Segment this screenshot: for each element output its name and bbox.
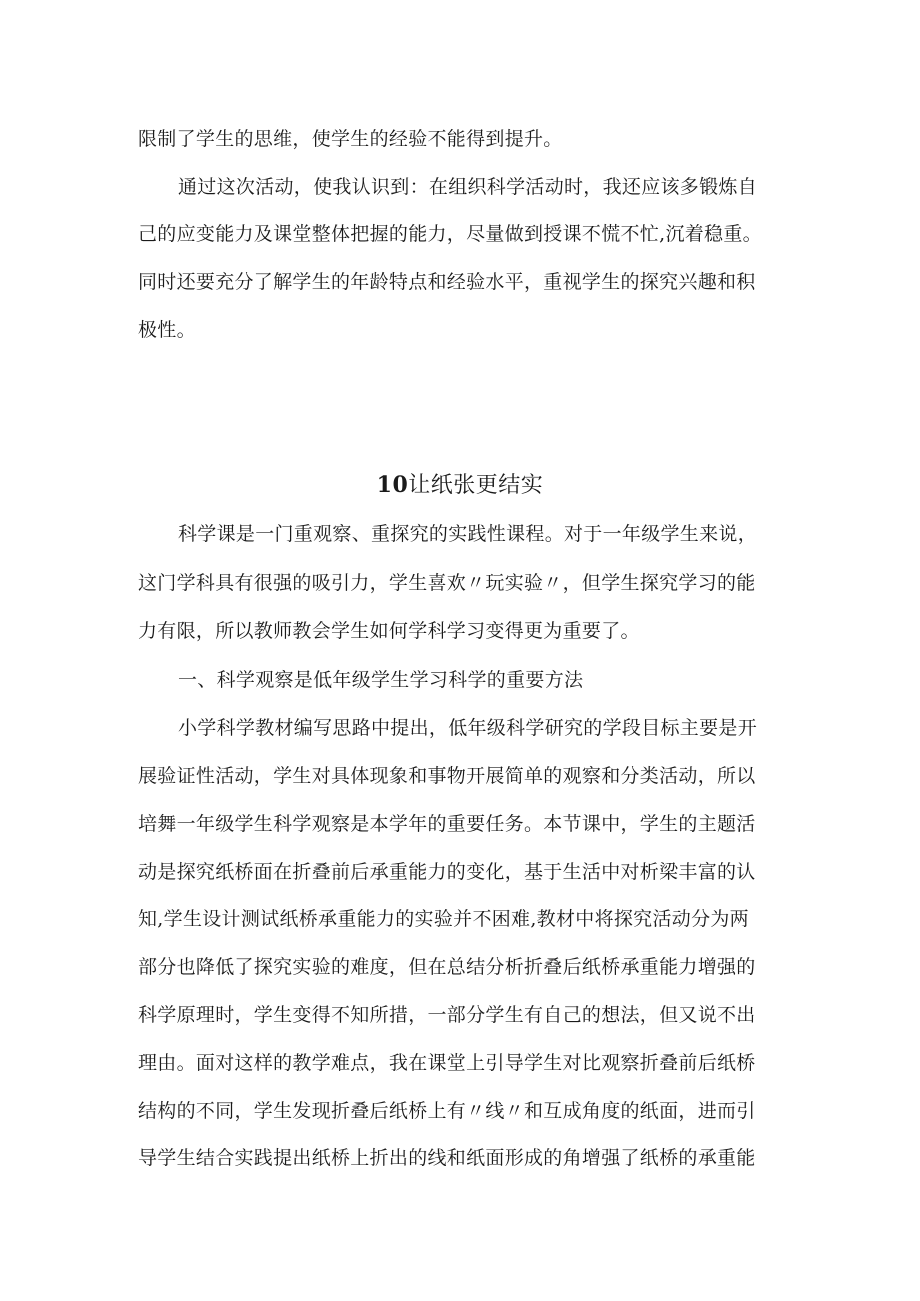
paragraph-line: 导学生结合实践提出纸桥上折出的线和纸面形成的角增强了纸桥的承重能 — [138, 1147, 756, 1169]
paragraph-line: 动是探究纸桥面在折叠前后承重能力的变化，基于生活中对析梁丰富的认 — [138, 861, 756, 883]
section-title — [0, 471, 920, 500]
paragraph-line: 结构的不同，学生发现折叠后纸桥上有〃线〃和互成角度的纸面，进而引 — [138, 1100, 756, 1122]
paragraph-line: 力有限，所以教师教会学生如何学科学习变得更为重要了。 — [138, 620, 640, 642]
section-title-number: 10 — [376, 472, 409, 498]
paragraph-line: 这门学科具有很强的吸引力，学生喜欢〃玩实验〃，但学生探究学习的能 — [138, 572, 756, 594]
paragraph-line: 同时还要充分了解学生的年龄特点和经验水平，重视学生的探究兴趣和积 — [138, 271, 756, 293]
paragraph-line: 科学原理时，学生变得不知所措，一部分学生有自己的想法，但又说不出 — [138, 1004, 756, 1026]
subheading-line: 一、科学观察是低年级学生学习科学的重要方法 — [178, 669, 584, 691]
paragraph-line: 小学科学教材编写思路中提出，低年级科学研究的学段目标主要是开 — [178, 717, 758, 739]
paragraph-line: 己的应变能力及课堂整体把握的能力，尽量做到授课不慌不忙,沉着稳重。 — [138, 223, 762, 245]
paragraph-line: 科学课是一门重观察、重探究的实践性课程。对于一年级学生来说， — [178, 523, 758, 545]
paragraph-line: 理由。面对这样的教学难点，我在课堂上引导学生对比观察折叠前后纸桥 — [138, 1052, 756, 1074]
paragraph-line: 培舞一年级学生科学观察是本学年的重要任务。本节课中，学生的主题活 — [138, 813, 756, 835]
paragraph-line: 通过这次活动，使我认识到：在组织科学活动时，我还应该多锻炼自 — [178, 176, 758, 198]
section-title-text: 让纸张更结实 — [408, 473, 544, 498]
paragraph-line: 部分也降低了探究实验的难度，但在总结分析折叠后纸桥承重能力增强的 — [138, 956, 756, 978]
paragraph-line: 极性。 — [138, 319, 196, 341]
paragraph-line: 展验证性活动，学生对具体现象和事物开展简单的观察和分类活动，所以 — [138, 765, 756, 787]
paragraph-line: 知,学生设计测试纸桥承重能力的实验并不困难,教材中将探究活动分为两 — [138, 908, 749, 930]
paragraph-line: 限制了学生的思维，使学生的经验不能得到提升。 — [138, 128, 563, 150]
